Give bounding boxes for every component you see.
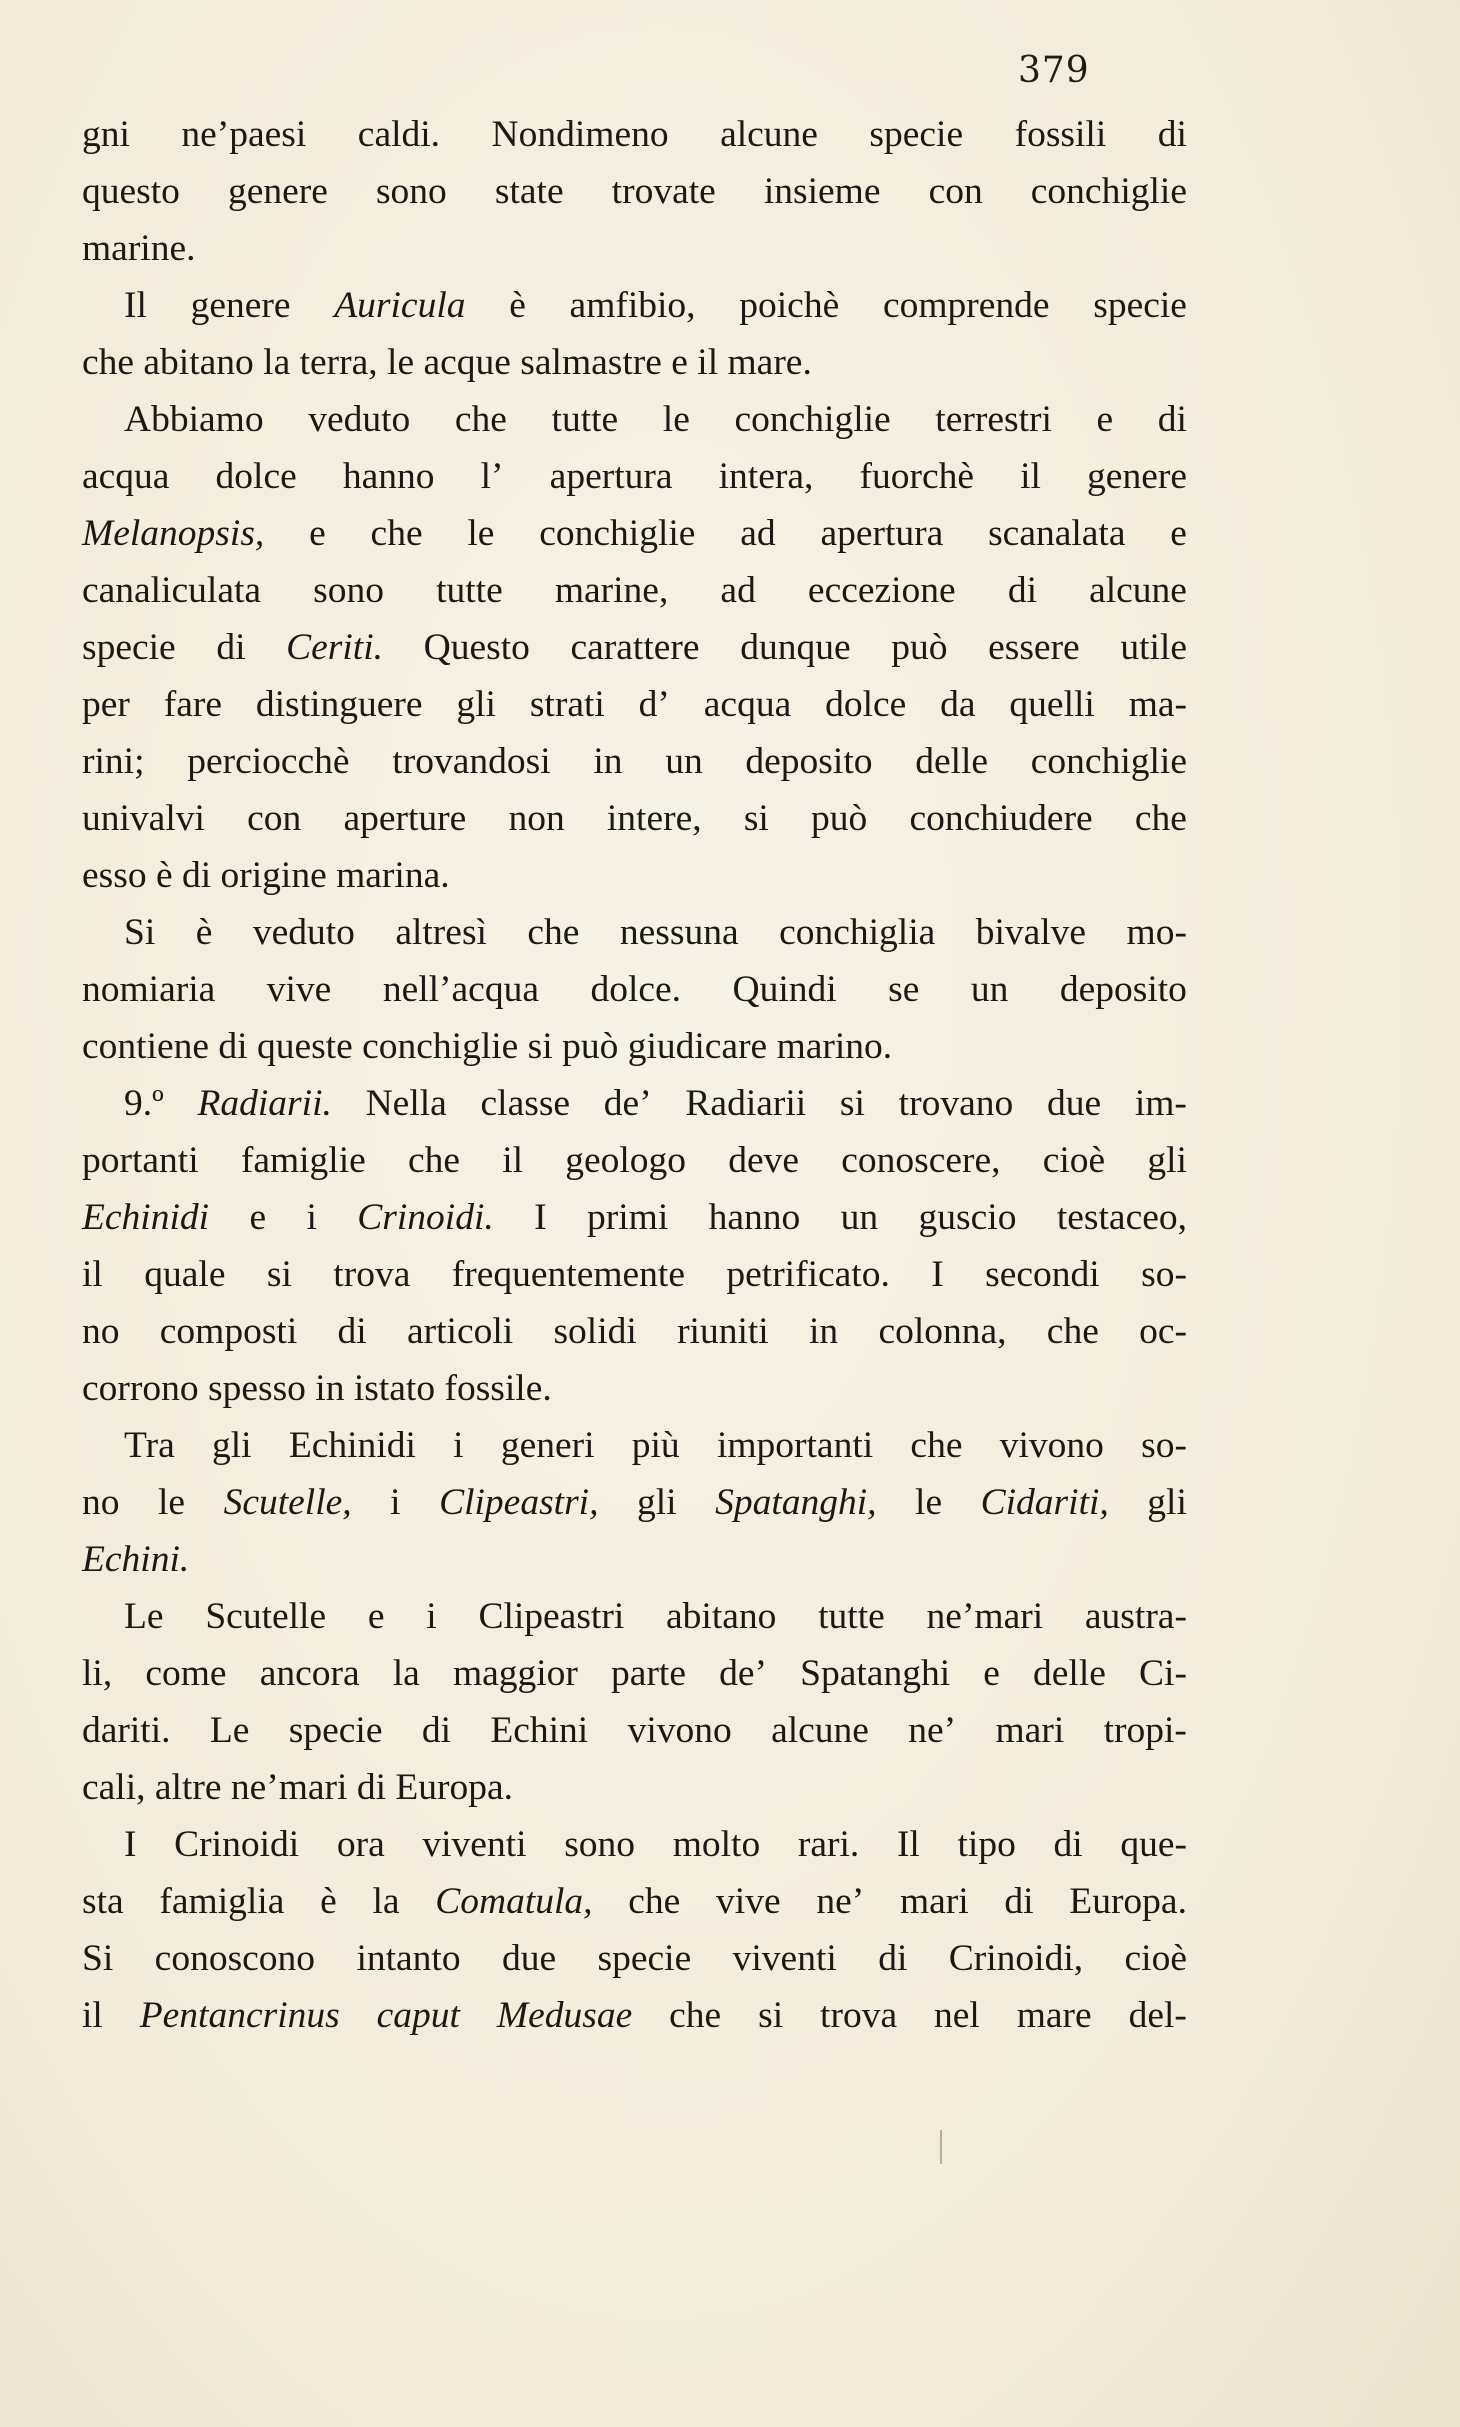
word: I — [534, 1197, 547, 1238]
word: di — [1053, 1824, 1083, 1865]
word: I — [124, 1824, 137, 1865]
word: gli — [211, 1425, 252, 1466]
word: intere, — [606, 798, 702, 839]
word: Nondimeno — [491, 114, 669, 155]
text-line — [82, 1132, 1187, 1189]
word: deposito — [1059, 969, 1187, 1010]
word: solidi — [553, 1311, 637, 1352]
word: primi — [587, 1197, 669, 1238]
word: le — [915, 1482, 943, 1523]
word: strati — [529, 684, 605, 725]
word: testaceo, — [1056, 1197, 1187, 1238]
word: di — [1007, 570, 1037, 611]
word: i — [306, 1197, 317, 1238]
word: può — [891, 627, 948, 668]
word: ne’ — [816, 1881, 865, 1922]
word: viventi — [422, 1824, 527, 1865]
word: conoscono — [154, 1938, 316, 1979]
word: specie — [869, 114, 964, 155]
word: intera, — [718, 456, 814, 497]
text-line — [82, 334, 1187, 391]
word: in — [809, 1311, 839, 1352]
word: con — [928, 171, 983, 212]
word: le — [662, 399, 690, 440]
word: da — [940, 684, 976, 725]
word: rini; — [82, 741, 145, 782]
paper-mark — [940, 2130, 942, 2164]
word: si — [266, 1254, 292, 1295]
word: marine, — [554, 570, 669, 611]
word: Crinoidi. — [357, 1197, 494, 1238]
word: Crinoidi, — [948, 1938, 1084, 1979]
text-line — [82, 391, 1187, 448]
word: Le — [209, 1710, 250, 1751]
word: de’ — [603, 1083, 652, 1124]
text-line — [82, 847, 1187, 904]
word: trovandosi — [392, 741, 551, 782]
word: austra- — [1084, 1596, 1187, 1637]
word: insieme — [763, 171, 881, 212]
text-segment: contiene di queste conchiglie si può giudicare marino. — [82, 1026, 893, 1067]
word: Clipeastri, — [439, 1482, 599, 1523]
word: fossili — [1014, 114, 1107, 155]
word: è — [320, 1881, 337, 1922]
word: si — [758, 1995, 784, 2036]
word: ad — [740, 513, 776, 554]
text-segment: cali, altre ne’mari di Europa. — [82, 1767, 514, 1808]
word: mo- — [1126, 912, 1187, 953]
word: I — [931, 1254, 944, 1295]
word: colonna, — [878, 1311, 1007, 1352]
text-segment: che abitano la terra, le acque salmastre e il mare. — [82, 342, 812, 383]
text-line — [82, 790, 1187, 847]
word: deposito — [745, 741, 873, 782]
word: specie — [82, 627, 176, 668]
word: quale — [144, 1254, 226, 1295]
word: specie — [288, 1710, 383, 1751]
word: genere — [190, 285, 291, 326]
word: fare — [163, 684, 223, 725]
text-line — [82, 1816, 1187, 1873]
word: dolce — [825, 684, 907, 725]
text-line — [82, 619, 1187, 676]
text-line — [82, 1702, 1187, 1759]
word: so- — [1141, 1425, 1187, 1466]
word: che — [527, 912, 580, 953]
text-segment: marine. — [82, 228, 196, 269]
word: viventi — [732, 1938, 837, 1979]
word: so- — [1141, 1254, 1187, 1295]
word: Cidariti, — [980, 1482, 1109, 1523]
word: di — [1157, 114, 1187, 155]
word: del- — [1128, 1995, 1187, 2036]
word: famiglia — [159, 1881, 285, 1922]
text-line — [82, 448, 1187, 505]
word: di — [1157, 399, 1187, 440]
word: cioè — [1124, 1938, 1187, 1979]
word: per — [82, 684, 130, 725]
text-line — [82, 904, 1187, 961]
word: e — [249, 1197, 267, 1238]
word: Abbiamo — [124, 399, 264, 440]
word: ma- — [1128, 684, 1187, 725]
word: tropi- — [1103, 1710, 1187, 1751]
word: bivalve — [975, 912, 1087, 953]
text-line — [82, 1987, 1187, 2044]
text-line — [82, 562, 1187, 619]
word: Ceriti. — [286, 627, 384, 668]
word: un — [665, 741, 703, 782]
text-line — [82, 1417, 1187, 1474]
word: Il — [124, 285, 147, 326]
word: molto — [672, 1824, 761, 1865]
word: trova — [333, 1254, 411, 1295]
word: gli — [1147, 1140, 1187, 1181]
word: alcune — [771, 1710, 869, 1751]
text-line — [82, 1360, 1187, 1417]
page-number: 379 — [1018, 50, 1090, 91]
word: Si — [82, 1938, 114, 1979]
word: di — [421, 1710, 451, 1751]
word: Clipeastri — [478, 1596, 625, 1637]
word: sta — [82, 1881, 124, 1922]
text-line — [82, 1189, 1187, 1246]
word: è — [195, 912, 213, 953]
text-segment: Echini. — [82, 1539, 190, 1580]
word: de’ — [719, 1653, 768, 1694]
text-line — [82, 1588, 1187, 1645]
word: Echini — [490, 1710, 589, 1751]
word: ne’mari — [926, 1596, 1044, 1637]
word: e — [1170, 513, 1187, 554]
word: trovate — [611, 171, 716, 212]
word: conchiglie — [1030, 741, 1187, 782]
word: Melanopsis, — [82, 513, 265, 554]
word: vivono — [999, 1425, 1104, 1466]
word: aperture — [343, 798, 467, 839]
word: delle — [915, 741, 989, 782]
text-line — [82, 163, 1187, 220]
word: non — [508, 798, 565, 839]
word: dolce — [215, 456, 297, 497]
word: alcune — [720, 114, 818, 155]
word: si — [743, 798, 769, 839]
word: nell’acqua — [382, 969, 539, 1010]
text-line — [82, 676, 1187, 733]
word: li, — [82, 1653, 113, 1694]
word: maggior — [452, 1653, 578, 1694]
word: ad — [720, 570, 756, 611]
word: Echinidi — [288, 1425, 416, 1466]
word: mari — [899, 1881, 969, 1922]
word: il — [1020, 456, 1041, 497]
word: Nella — [365, 1083, 447, 1124]
word: parte — [611, 1653, 686, 1694]
word: riuniti — [677, 1311, 769, 1352]
word: sono — [564, 1824, 636, 1865]
word: utile — [1120, 627, 1187, 668]
word: che — [910, 1425, 963, 1466]
word: di — [1004, 1881, 1034, 1922]
word: e — [1096, 399, 1114, 440]
word: Questo — [423, 627, 530, 668]
word: 9.º — [124, 1083, 164, 1124]
word: Radiarii. — [197, 1083, 332, 1124]
word: Auricula — [334, 285, 466, 326]
word: gni — [82, 114, 130, 155]
word: ne’ — [908, 1710, 957, 1751]
word: la — [392, 1653, 420, 1694]
word: oc- — [1139, 1311, 1187, 1352]
word: conchiglie — [1030, 171, 1187, 212]
word: apertura — [820, 513, 944, 554]
word: no — [82, 1482, 120, 1523]
word: veduto — [252, 912, 355, 953]
word: di — [337, 1311, 367, 1352]
word: le — [158, 1482, 186, 1523]
word: Il — [896, 1824, 920, 1865]
text-line — [82, 1531, 1187, 1588]
word: caldi. — [357, 114, 441, 155]
word: Pentancrinus — [139, 1995, 340, 2036]
word: che — [1046, 1311, 1099, 1352]
text-line — [82, 106, 1187, 163]
word: deve — [728, 1140, 800, 1181]
word: e — [367, 1596, 385, 1637]
word: Europa. — [1069, 1881, 1187, 1922]
word: vive — [716, 1881, 781, 1922]
text-line — [82, 1645, 1187, 1702]
word: Tra — [124, 1425, 175, 1466]
word: carattere — [570, 627, 700, 668]
word: petrificato. — [726, 1254, 890, 1295]
word: Scutelle, — [223, 1482, 352, 1523]
word: tutte — [818, 1596, 885, 1637]
word: dolce. — [590, 969, 682, 1010]
text-line — [82, 733, 1187, 790]
word: frequentemente — [451, 1254, 685, 1295]
word: nel — [934, 1995, 980, 2036]
word: Ci- — [1139, 1653, 1187, 1694]
word: tutte — [436, 570, 503, 611]
word: Le — [124, 1596, 164, 1637]
word: geologo — [565, 1140, 687, 1181]
word: che — [669, 1995, 722, 2036]
word: Echinidi — [82, 1197, 210, 1238]
word: acqua — [703, 684, 792, 725]
word: articoli — [406, 1311, 514, 1352]
word: dariti. — [82, 1710, 171, 1751]
word: alcune — [1089, 570, 1187, 611]
word: vive — [266, 969, 332, 1010]
word: genere — [227, 171, 328, 212]
word: classe — [480, 1083, 571, 1124]
word: che — [628, 1881, 681, 1922]
word: que- — [1120, 1824, 1187, 1865]
word: essere — [988, 627, 1080, 668]
word: Quindi — [732, 969, 837, 1010]
word: ancora — [259, 1653, 360, 1694]
word: dunque — [740, 627, 851, 668]
word: famiglie — [240, 1140, 366, 1181]
word: ora — [336, 1824, 385, 1865]
word: acqua — [82, 456, 170, 497]
text-line — [82, 1474, 1187, 1531]
word: mare — [1016, 1995, 1092, 2036]
word: rari. — [797, 1824, 860, 1865]
word: amfibio, — [569, 285, 696, 326]
word: im- — [1134, 1083, 1187, 1124]
word: l’ — [480, 456, 504, 497]
text-line — [82, 220, 1187, 277]
word: hanno — [708, 1197, 801, 1238]
word: sono — [313, 570, 384, 611]
word: comprende — [882, 285, 1050, 326]
word: sono — [375, 171, 447, 212]
word: i — [453, 1425, 464, 1466]
word: le — [467, 513, 495, 554]
word: terrestri — [935, 399, 1052, 440]
word: caput — [376, 1995, 460, 2036]
word: portanti — [82, 1140, 199, 1181]
word: state — [494, 171, 564, 212]
word: due — [1046, 1083, 1102, 1124]
word: due — [502, 1938, 557, 1979]
word: è — [509, 285, 526, 326]
word: conchiglie — [734, 399, 891, 440]
text-line — [82, 1759, 1187, 1816]
word: che — [407, 1140, 461, 1181]
word: univalvi — [82, 798, 205, 839]
word: gli — [1147, 1482, 1187, 1523]
word: composti — [159, 1311, 298, 1352]
word: può — [811, 798, 868, 839]
word: poichè — [739, 285, 840, 326]
text-line — [82, 961, 1187, 1018]
word: e — [983, 1653, 1000, 1694]
word: il — [502, 1140, 524, 1181]
word: i — [390, 1482, 401, 1523]
word: tipo — [957, 1824, 1016, 1865]
text-line — [82, 505, 1187, 562]
word: con — [247, 798, 302, 839]
word: un — [970, 969, 1009, 1010]
word: che — [370, 513, 423, 554]
word: genere — [1087, 456, 1187, 497]
word: perciocchè — [187, 741, 350, 782]
word: veduto — [308, 399, 411, 440]
word: nomiaria — [82, 969, 216, 1010]
word: conchiglia — [779, 912, 936, 953]
word: Medusae — [496, 1995, 633, 2036]
word: di — [878, 1938, 908, 1979]
text-line — [82, 1873, 1187, 1930]
word: mari — [995, 1710, 1065, 1751]
word: eccezione — [807, 570, 956, 611]
word: guscio — [918, 1197, 1017, 1238]
text-line — [82, 1075, 1187, 1132]
word: si — [839, 1083, 865, 1124]
word: di — [216, 627, 246, 668]
word: che — [454, 399, 507, 440]
word: no — [82, 1311, 120, 1352]
word: vivono — [627, 1710, 732, 1751]
word: Crinoidi — [174, 1824, 300, 1865]
word: trova — [820, 1995, 898, 2036]
word: conchiudere — [909, 798, 1093, 839]
text-line — [82, 1303, 1187, 1360]
word: delle — [1033, 1653, 1106, 1694]
text-line — [82, 277, 1187, 334]
word: cioè — [1042, 1140, 1106, 1181]
word: un — [840, 1197, 879, 1238]
word: i — [426, 1596, 437, 1637]
word: specie — [597, 1938, 692, 1979]
word: Spatanghi — [800, 1653, 951, 1694]
text-line — [82, 1018, 1187, 1075]
word: fuorchè — [859, 456, 974, 497]
word: scanalata — [988, 513, 1126, 554]
text-segment: corrono spesso in istato fossile. — [82, 1368, 552, 1409]
word: apertura — [549, 456, 673, 497]
word: generi — [500, 1425, 595, 1466]
word: canaliculata — [82, 570, 262, 611]
word: gli — [456, 684, 496, 725]
word: nessuna — [619, 912, 739, 953]
word: Scutelle — [205, 1596, 327, 1637]
word: gli — [636, 1482, 677, 1523]
word: e — [309, 513, 326, 554]
text-segment: esso è di origine marina. — [82, 855, 450, 896]
text-line — [82, 1246, 1187, 1303]
word: come — [145, 1653, 227, 1694]
word: altresì — [395, 912, 487, 953]
word: in — [593, 741, 623, 782]
word: che — [1134, 798, 1187, 839]
word: la — [372, 1881, 400, 1922]
word: quelli — [1009, 684, 1095, 725]
word: Comatula, — [435, 1881, 593, 1922]
text-line — [82, 1930, 1187, 1987]
word: più — [631, 1425, 680, 1466]
word: distinguere — [255, 684, 423, 725]
word: tutte — [551, 399, 619, 440]
word: abitano — [666, 1596, 777, 1637]
word: Radiarii — [685, 1083, 807, 1124]
word: conchiglie — [539, 513, 696, 554]
word: ne’paesi — [181, 114, 307, 155]
word: d’ — [638, 684, 670, 725]
word: questo — [82, 171, 180, 212]
word: specie — [1093, 285, 1187, 326]
word: il — [82, 1995, 103, 2036]
word: secondi — [985, 1254, 1100, 1295]
word: il — [82, 1254, 103, 1295]
word: Si — [124, 912, 156, 953]
word: conoscere, — [841, 1140, 1001, 1181]
word: se — [888, 969, 920, 1010]
word: Spatanghi, — [715, 1482, 877, 1523]
body-text — [82, 106, 1187, 2044]
word: intanto — [356, 1938, 461, 1979]
word: hanno — [342, 456, 435, 497]
word: importanti — [716, 1425, 874, 1466]
word: trovano — [898, 1083, 1014, 1124]
